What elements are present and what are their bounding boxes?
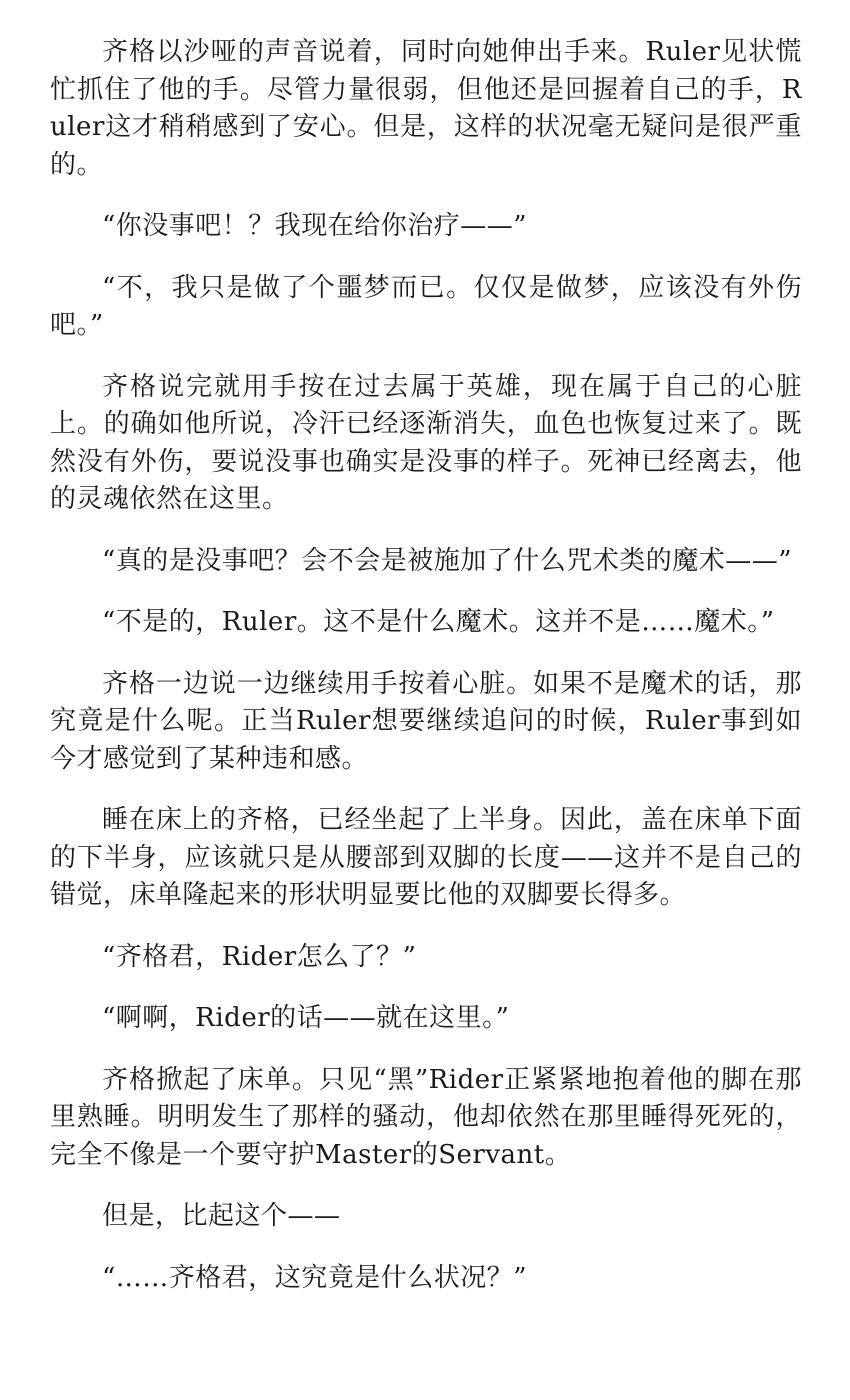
paragraph-4: 齐格说完就用手按在过去属于英雄，现在属于自己的心脏上。的确如他所说，冷汗已经逐渐消失，血色也恢复过来了。既然没有外伤，要说没事也确实是没事的样子。死神已经离去，他的灵魂依然在这里。 [50,371,802,514]
paragraph-12: 但是，比起这个—— [102,1201,341,1231]
novel-page [50,34,802,1321]
paragraph-3: “不，我只是做了个噩梦而已。仅仅是做梦，应该没有外伤吧。” [50,272,802,340]
paragraph-1: 齐格以沙哑的声音说着，同时向她伸出手来。Ruler见状慌忙抓住了他的手。尽管力量很弱，但他还是回握着自己的手，Ruler这才稍稍感到了安心。但是，这样的状况毫无疑问是很严重的。 [50,37,802,180]
paragraph-7: 齐格一边说一边继续用手按着心脏。如果不是魔术的话，那究竟是什么呢。正当Ruler想要继续追问的时候，Ruler事到如今才感觉到了某种违和感。 [50,668,802,774]
paragraph-11: 齐格掀起了床单。只见“黑”Rider正紧紧地抱着他的脚在那里熟睡。明明发生了那样的骚动，他却依然在那里睡得死死的，完全不像是一个要守护Master的Servant。 [50,1064,802,1170]
paragraph-2: “你没事吧！？我现在给你治疗——” [102,211,528,241]
paragraph-8: 睡在床上的齐格，已经坐起了上半身。因此，盖在床单下面的下半身，应该就只是从腰部到双脚的长度——这并不是自己的错觉，床单隆起来的形状明显要比他的双脚要长得多。 [50,805,802,910]
paragraph-9: “齐格君，Rider怎么了？” [102,941,417,972]
paragraph-6: “不是的，Ruler。这不是什么魔术。这并不是……魔术。” [102,607,775,637]
paragraph-10: “啊啊，Rider的话——就在这里。” [102,1003,510,1033]
paragraph-5: “真的是没事吧？会不会是被施加了什么咒术类的魔术——” [102,545,793,576]
paragraph-13: “……齐格君，这究竟是什么状况？” [102,1262,528,1293]
